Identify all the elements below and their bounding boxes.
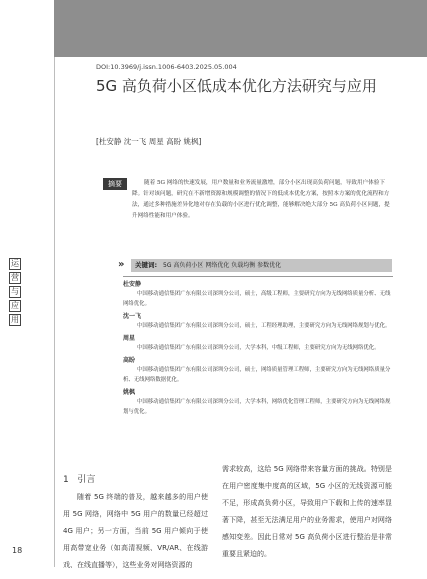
body-column-right: 需求较高，这给 5G 网络带来容量方面的挑战。特别是在用户密度集中度高的区域，5G 小区的无线资源可能不足，形成高负荷小区，导致用户下载和上传的速率显著下降，甚至无法满足用户的业务需求，使用户对网络感知变差。因此日常对 5G 高负荷小区进行整治是非常重要且紧迫的。 xyxy=(222,465,392,558)
doi: DOI:10.3969/j.issn.1006-6403.2025.05.004 xyxy=(96,63,237,71)
abstract-label: 摘要 xyxy=(103,178,127,190)
column-label-char: 运 xyxy=(11,259,19,268)
divider xyxy=(123,276,393,277)
page-number: 18 xyxy=(12,546,23,555)
section-number: 1 xyxy=(63,475,69,485)
bio-name: 周星 xyxy=(123,335,136,342)
bio-text: 中国移动通信集团广东有限公司深圳分公司，硕士，网络质量管理工程师，主要研究方向为无线网络质量分析、无线网络数据优化。 xyxy=(123,367,391,383)
bio-text: 中国移动通信集团广东有限公司深圳分公司，硕士，工程经理助理，主要研究方向为无线网络规划与优化。 xyxy=(137,323,391,329)
column-label-char: 用 xyxy=(11,315,19,324)
keywords-text: 5G 高负荷小区 网络优化 负载均衡 参数优化 xyxy=(163,262,282,269)
article-title: 5G 高负荷小区低成本优化方法研究与应用 xyxy=(96,77,377,95)
keywords-bar xyxy=(131,259,392,272)
author-bios xyxy=(123,276,393,417)
bio-name: 姚枫 xyxy=(123,389,136,396)
section-title: 引言 xyxy=(77,475,96,485)
column-label-char: 营 xyxy=(11,273,19,282)
bio-name: 沈一飞 xyxy=(123,313,142,320)
keywords-label: 关键词: xyxy=(135,261,158,269)
section-heading xyxy=(63,472,95,485)
bio-text: 中国移动通信集团广东有限公司深圳分公司，大学本科，网络优化管理工程师，主要研究方向为无线网络规划与优化。 xyxy=(123,399,391,415)
header-band xyxy=(54,0,427,57)
bio-name: 杜安静 xyxy=(123,281,142,288)
bio-text: 中国移动通信集团广东有限公司深圳分公司，大学本科，中级工程师，主要研究方向为无线网络优化。 xyxy=(137,345,380,351)
author-list: [杜安静 沈一飞 周星 高盼 姚枫] xyxy=(96,137,202,146)
column-label-char: 应 xyxy=(11,301,19,310)
chevron-right-icon: » xyxy=(118,259,125,270)
margin-rule xyxy=(54,57,55,567)
column-label xyxy=(8,258,22,328)
abstract-text: 随着 5G 网络的快速发展，用户数量和业务流量激增，部分小区出现高负荷问题，导致用户体验下降。针对该问题，研究在不新增资源和规模调整的情况下的低成本优化方案，按照本方案的优化流程和方法，通过多种措施差异化地对存在负载的小区进行优化调整，能够解决绝大部分 5G 高负荷小区问题，提升网络性能和用户体验。 xyxy=(132,180,390,219)
column-label-char: 与 xyxy=(11,287,19,296)
bio-name: 高盼 xyxy=(123,357,136,364)
body-column-left: 随着 5G 终端的普及，越来越多的用户使用 5G 网络，网络中 5G 用户的数量已经超过 4G 用户；另一方面，当前 5G 用户倾向于使用高带宽业务（如高清视频、VR/AR、在线游戏、在线直播等），这些业务对网络资源的 xyxy=(63,493,208,569)
bio-text: 中国移动通信集团广东有限公司深圳分公司，硕士，高级工程师，主要研究方向为无线网络质量分析、无线网络优化。 xyxy=(123,291,391,307)
